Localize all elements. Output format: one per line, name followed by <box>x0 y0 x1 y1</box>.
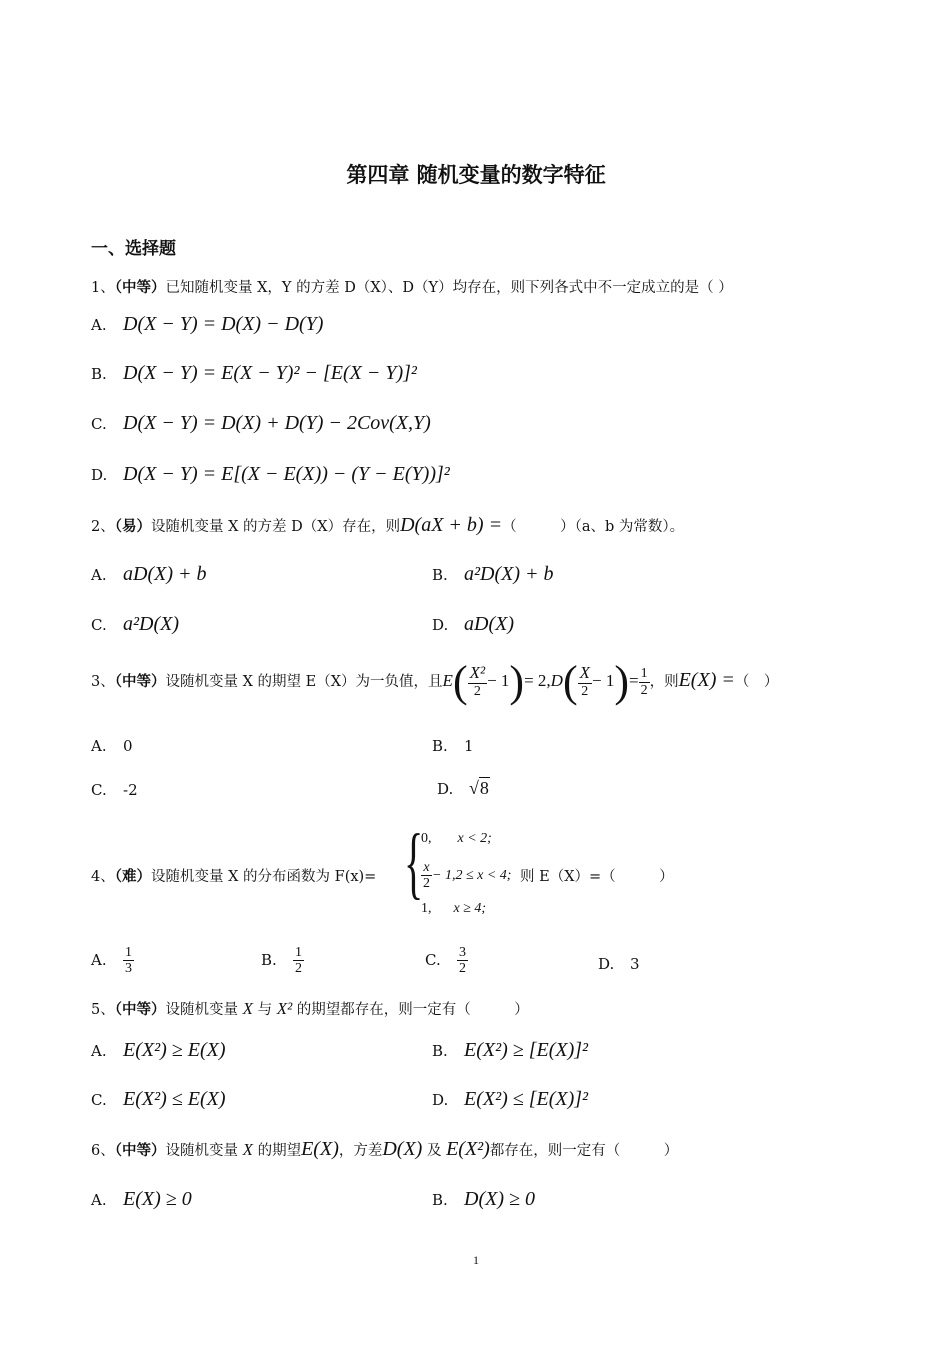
page-title: 第四章 随机变量的数字特征 <box>346 163 606 187</box>
q1-option-c[interactable]: C. D(X − Y) = D(X) + D(Y) − 2Cov(X,Y) <box>91 412 431 434</box>
option-math: D(X − Y) = D(X) + D(Y) − 2Cov(X,Y) <box>123 412 431 434</box>
piecewise-case-1: 0, x < 2; <box>421 831 492 846</box>
q5-option-a[interactable]: A. E(X²) ≥ E(X) <box>91 1039 226 1061</box>
option-math: D(X − Y) = E[(X − E(X)) − (Y − E(Y))]² <box>123 463 450 485</box>
difficulty-label: （中等） <box>114 1002 166 1018</box>
q2-option-a[interactable]: A. aD(X) + b <box>91 563 207 585</box>
page-number: 1 <box>473 1253 479 1267</box>
q6-option-a[interactable]: A. E(X) ≥ 0 <box>91 1188 192 1210</box>
piecewise-case-2: $\frac{x}{2}$ − 1,2 ≤ x < 4; <box>423 860 512 892</box>
q3-option-d[interactable]: D. √8 <box>437 778 489 798</box>
question-4-tail: 则 E（X）=（ ） <box>520 869 674 885</box>
question-2: 2、（易）设随机变量 X 的方差 D（X）存在，则D(aX + b) =（ ）（a、b 为常数）。 <box>91 514 685 536</box>
piecewise-case-3: 1, x ≥ 4; <box>421 901 487 916</box>
q4-option-a[interactable]: A. $\frac{1}{3}$ <box>91 945 132 977</box>
question-3: 3、（中等）设随机变量 X 的期望 E（X）为一负值，且E( $\frac{\text{X²}}{2}$ − 1)= 2,D( $\frac{X}{2}$ − 1)= $\frac{1}{2}$ ，则E(X) =（ ） <box>91 657 779 706</box>
section-heading: 一、选择题 <box>91 239 176 259</box>
question-1 <box>91 276 733 297</box>
sqrt-symbol: √8 <box>469 778 489 798</box>
option-math: D(X − Y) = D(X) − D(Y) <box>123 313 324 335</box>
q6-option-b[interactable]: B. D(X) ≥ 0 <box>432 1188 535 1210</box>
q5-option-d[interactable]: D. E(X²) ≤ [E(X)]² <box>432 1088 589 1110</box>
q1-option-b[interactable]: B. D(X − Y) = E(X − Y)² − [E(X − Y)]² <box>91 362 417 384</box>
q3-option-a[interactable]: A. 0 <box>91 737 133 755</box>
option-math: D(X − Y) = E(X − Y)² − [E(X − Y)]² <box>123 362 417 384</box>
q4-option-b[interactable]: B. $\frac{1}{2}$ <box>261 945 302 977</box>
difficulty-label: （易） <box>114 519 151 535</box>
question-number: 1、 <box>91 280 115 296</box>
q1-option-d[interactable]: D. D(X − Y) = E[(X − E(X)) − (Y − E(Y))]² <box>91 463 450 485</box>
q2-option-c[interactable]: C. a²D(X) <box>91 613 179 635</box>
question-5: 5、（中等）设随机变量 X 与 X² 的期望都存在，则一定有（ ） <box>91 999 529 1018</box>
q3-option-c[interactable]: C. -2 <box>91 781 138 799</box>
question-text: 已知随机变量 X，Y 的方差 D（X）、D（Y）均存在，则下列各式中不一定成立的是（ ） <box>165 280 733 296</box>
difficulty-label: （中等） <box>114 1143 166 1159</box>
q5-option-c[interactable]: C. E(X²) ≤ E(X) <box>91 1088 226 1110</box>
q3-option-b[interactable]: B. 1 <box>432 737 474 755</box>
question-math: D(aX + b) = <box>400 514 503 536</box>
difficulty-label: （难） <box>114 869 151 885</box>
q1-option-a[interactable]: A. D(X − Y) = D(X) − D(Y) <box>91 313 324 335</box>
q5-option-b[interactable]: B. E(X²) ≥ [E(X)]² <box>432 1039 589 1061</box>
difficulty-label: （中等） <box>114 280 166 296</box>
difficulty-label: （中等） <box>114 674 166 690</box>
piecewise-brace: { <box>404 819 424 907</box>
q4-option-c[interactable]: C. $\frac{3}{2}$ <box>425 945 466 977</box>
q2-option-d[interactable]: D. aD(X) <box>432 613 514 635</box>
question-4: 4、（难）设随机变量 X 的分布函数为 F(x)= <box>91 869 377 885</box>
q2-option-b[interactable]: B. a²D(X) + b <box>432 563 554 585</box>
question-6: 6、（中等）设随机变量 X 的期望E(X)，方差D(X) 及 E(X²)都存在，则一定有（ ） <box>91 1138 679 1160</box>
q4-option-d[interactable]: D. 3 <box>598 955 640 973</box>
